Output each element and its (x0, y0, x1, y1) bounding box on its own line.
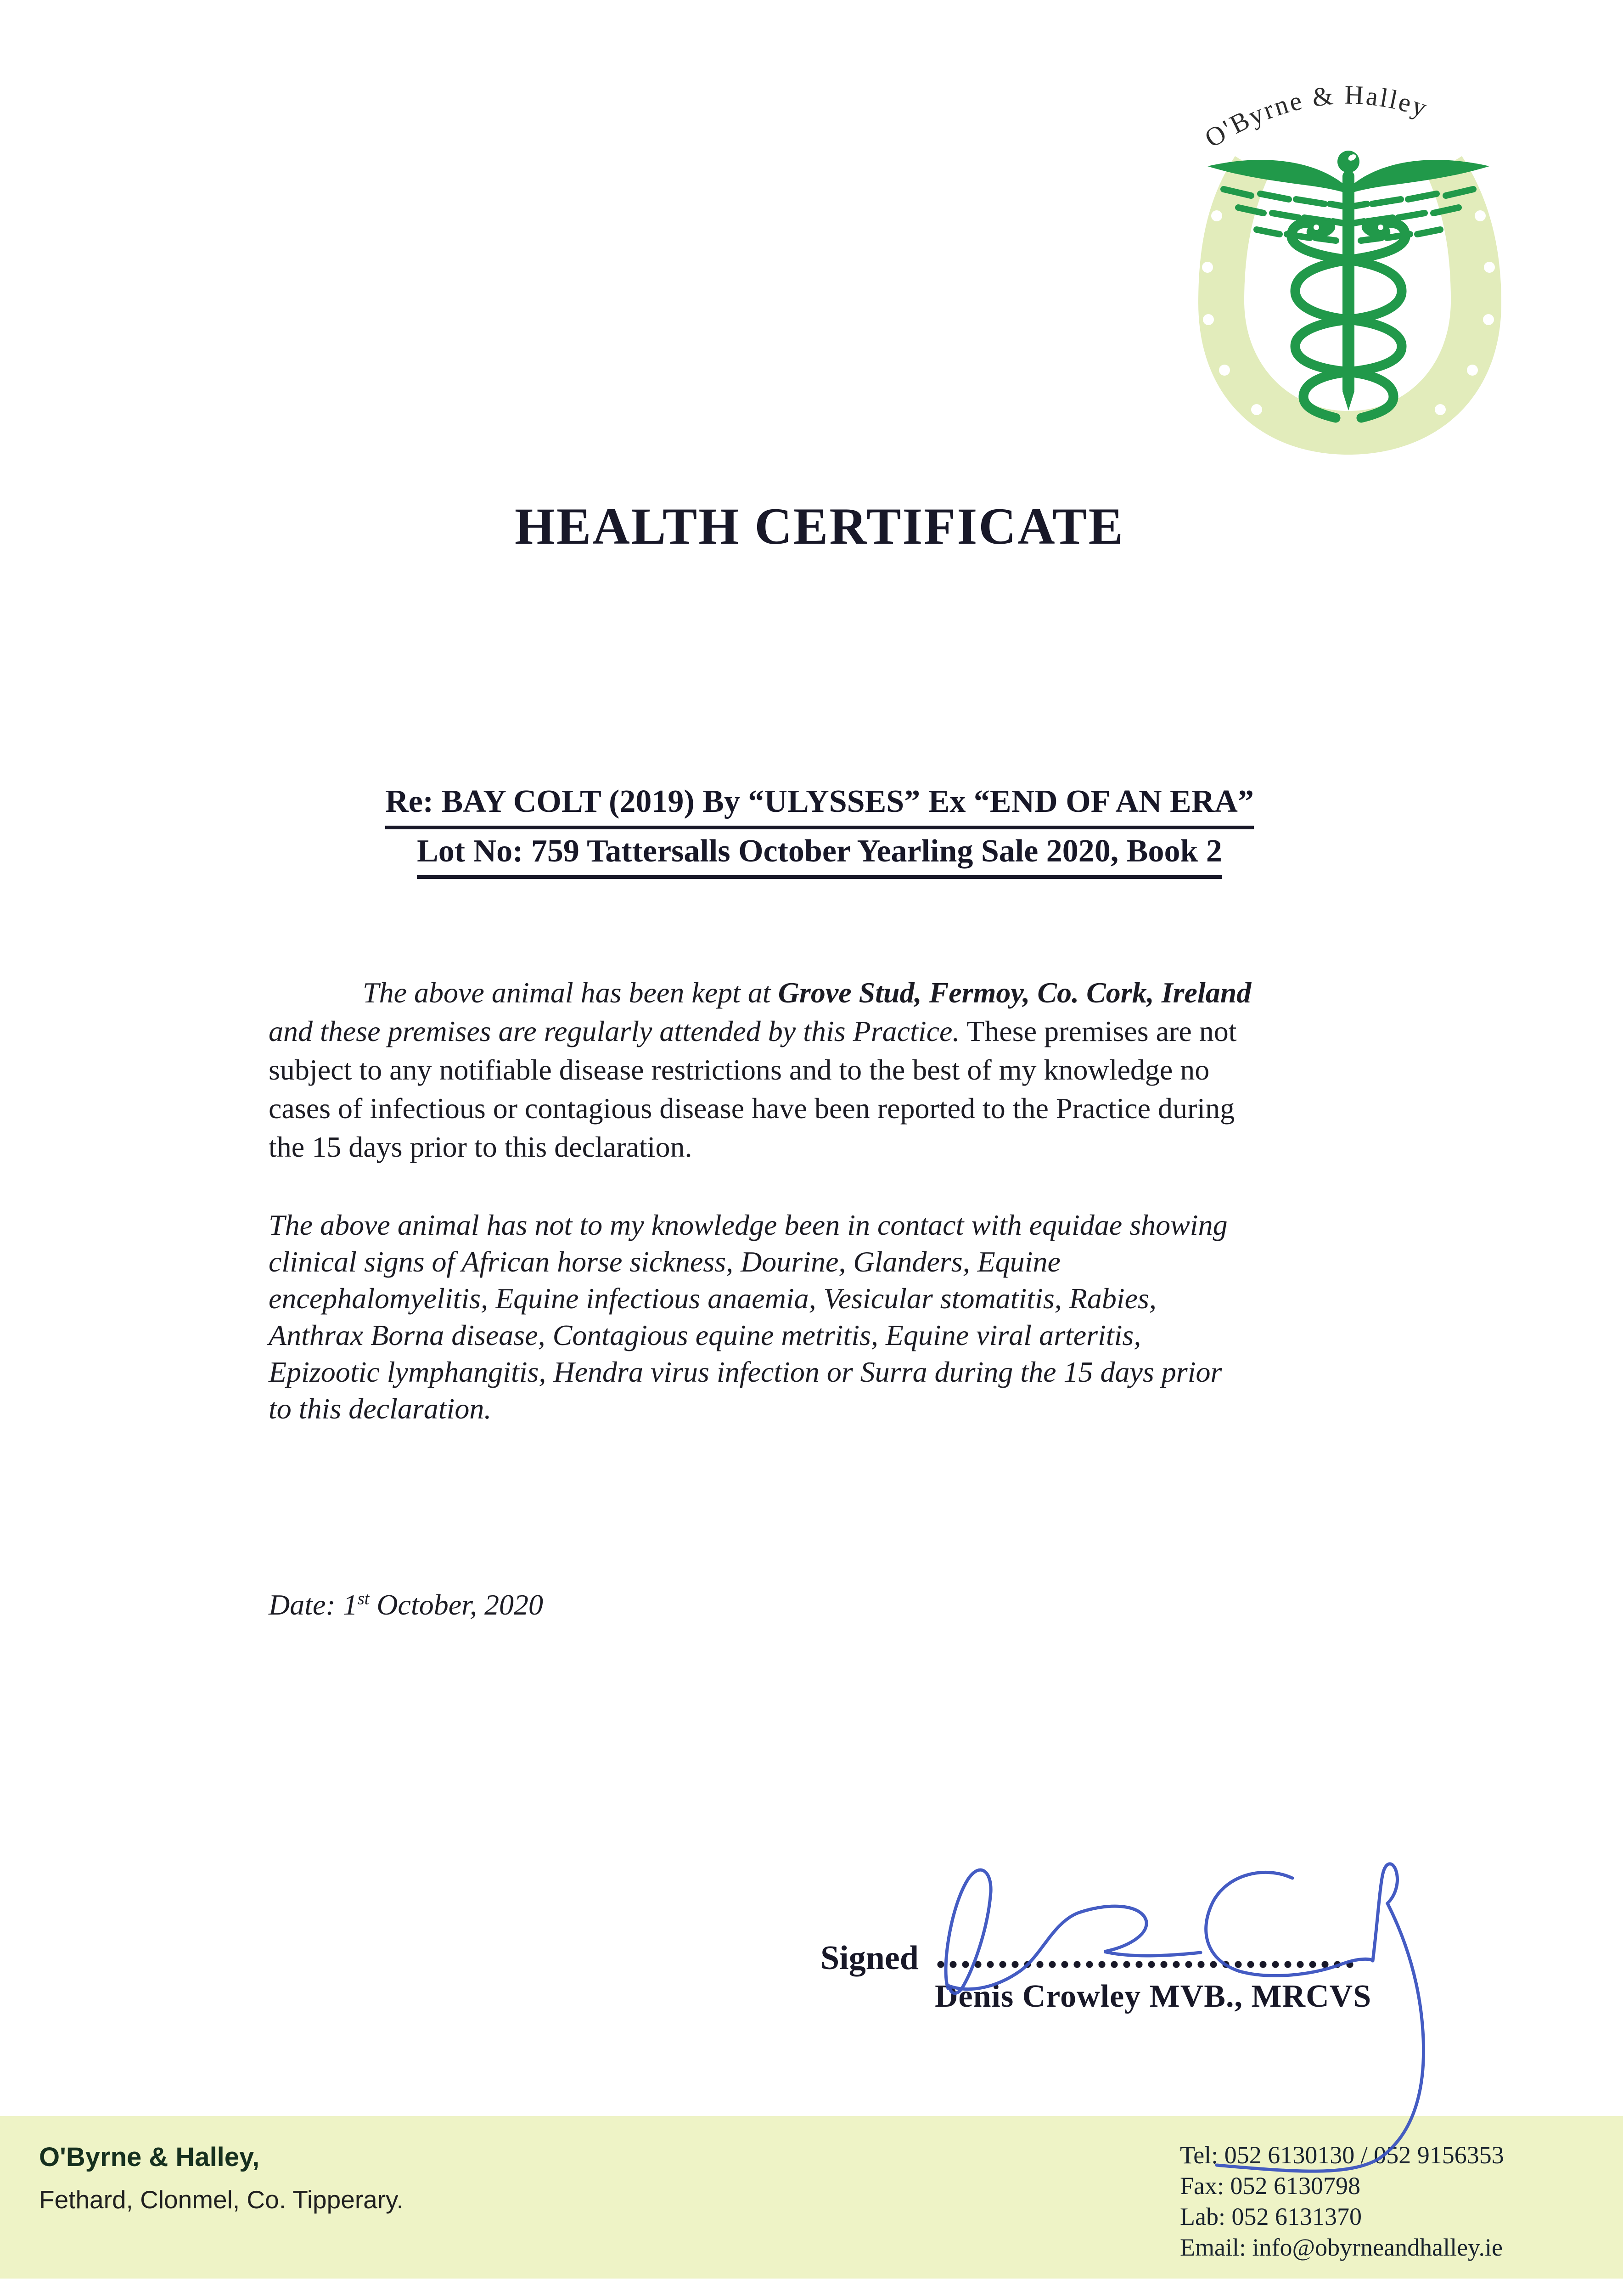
text-line: to this declaration. (269, 1392, 492, 1425)
date-line: Date: 1st October, 2020 (269, 1588, 543, 1621)
practice-name-arc: O'Byrne & Halley (1199, 79, 1432, 154)
text-line: clinical signs of African horse sickness, Dourine, Glanders, Equine (269, 1245, 1061, 1278)
text-line: Anthrax Borna disease, Contagious equine metritis, Equine viral arteritis, (269, 1319, 1141, 1351)
text-line: Epizootic lymphangitis, Hendra virus infection or Surra during the 15 days prior (269, 1356, 1222, 1388)
signature-dotted-line (937, 1960, 1357, 1969)
footer-fax: Fax: 052 6130798 (1180, 2172, 1361, 2200)
footer-address: Fethard, Clonmel, Co. Tipperary. (39, 2185, 404, 2214)
paragraph-diseases (269, 1207, 1384, 1427)
text-line: The above animal has not to my knowledge been in contact with equidae showing (269, 1209, 1228, 1241)
footer-contact-block (1180, 2140, 1504, 2263)
footer-tel: Tel: 052 6130130 / 052 9156353 (1180, 2141, 1504, 2169)
signed-label: Signed (820, 1939, 919, 1977)
document-title: HEALTH CERTIFICATE (515, 498, 1124, 555)
text-line: the 15 days prior to this declaration. (269, 1131, 692, 1163)
text-line: subject to any notifiable disease restrictions and to the best of my knowledge no (269, 1053, 1210, 1086)
subject-heading (269, 780, 1370, 879)
lot-line: Lot No: 759 Tattersalls October Yearling Sale 2020, Book 2 (269, 829, 1370, 879)
signatory-name: Denis Crowley MVB., MRCVS (935, 1979, 1372, 2014)
footer-practice-name: O'Byrne & Halley, (39, 2142, 260, 2172)
text-line: encephalomyelitis, Equine infectious anaemia, Vesicular stomatitis, Rabies, (269, 1282, 1157, 1315)
text-line: and these premises are regularly attended by this Practice. These premises are not (269, 1015, 1237, 1047)
ordinal-suffix: st (357, 1589, 370, 1609)
footer-email: Email: info@obyrneandhalley.ie (1180, 2234, 1503, 2261)
practice-logo (1168, 51, 1528, 473)
text-line: cases of infectious or contagious disease have been reported to the Practice during (269, 1092, 1235, 1125)
text-line: The above animal has been kept at Grove Stud, Fermoy, Co. Cork, Ireland (363, 976, 1252, 1009)
paragraph-premises (269, 974, 1384, 1166)
re-line: Re: BAY COLT (2019) By “ULYSSES” Ex “END OF AN ERA” (269, 780, 1370, 829)
footer-lab: Lab: 052 6131370 (1180, 2203, 1362, 2230)
